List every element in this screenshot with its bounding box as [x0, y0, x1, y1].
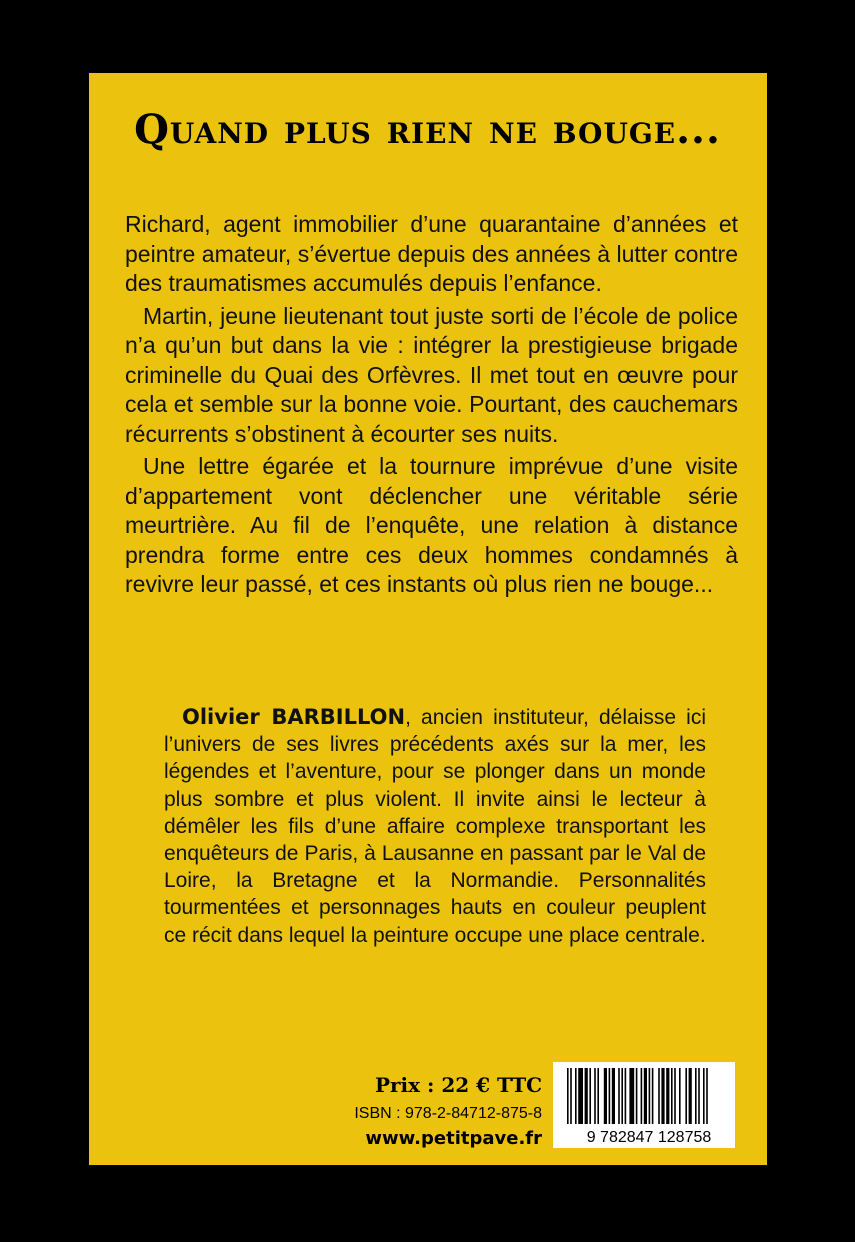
barcode-bar: [636, 1068, 638, 1124]
synopsis-paragraph: Une lettre égarée et la tournure imprévue d’une visite d’appartement vont déclencher une véritable série meurtrière. Au fil de l’enquête, une relation à distance prendra forme entre ces deux hommes condamnés à revivre leur passé, et ces instants où plus rien ne bouge...: [125, 453, 738, 597]
price: Prix : 22 € TTC: [374, 1073, 542, 1097]
barcode-bar: [679, 1068, 681, 1124]
barcode-bar: [625, 1068, 627, 1124]
barcode-bar: [685, 1068, 687, 1124]
barcode-bar: [575, 1068, 577, 1124]
barcode-number: 9 782847 128758: [586, 1129, 712, 1146]
barcode-bar: [644, 1068, 647, 1124]
barcode-bar: [698, 1068, 700, 1124]
author-bio-text: , ancien instituteur, délaisse ici l’univers de ses livres précédents axés sur la mer, les légendes et l’aventure, pour se plonger dans un monde plus sombre et plus violent. Il invite ainsi le lecteur à démêler les fils d’une affaire complexe transportant les enquêteurs de Paris, à Lausanne en passant par le Val de Loire, la Bretagne et la Normandie. Personnalités tourmentées et personnages hauts en couleur peuplent ce récit dans lequel la peinture occupe une place centrale.: [164, 706, 706, 947]
barcode-bar: [671, 1068, 673, 1124]
author-bio: [164, 704, 706, 949]
barcode-bar: [674, 1068, 676, 1124]
barcode-bar: [649, 1068, 651, 1124]
barcode-bar: [597, 1068, 599, 1124]
barcode-bar: [706, 1068, 708, 1124]
barcode: [553, 1062, 735, 1148]
barcode-bar: [629, 1068, 634, 1124]
synopsis-paragraph: Martin, jeune lieutenant tout juste sorti de l’école de police n’a qu’un but dans la vie : intégrer la prestigieuse brigade criminelle du Quai des Orfèvres. Il met tout en œuvre pour cela et semble sur la bonne voie. Pourtant, des cauchemars récurrents s’obstinent à écourter ses nuits.: [125, 302, 738, 447]
barcode-bar: [578, 1068, 583, 1124]
barcode-bar: [689, 1068, 692, 1124]
barcode-bar: [641, 1068, 643, 1124]
barcode-graphic: [553, 1062, 735, 1148]
barcode-bar: [589, 1068, 591, 1124]
synopsis: [125, 210, 738, 603]
barcode-bar: [695, 1068, 697, 1124]
author-name: Olivier BARBILLON: [182, 705, 406, 729]
isbn: ISBN : 978-2-84712-875-8: [354, 1105, 542, 1122]
barcode-bar: [652, 1068, 654, 1124]
barcode-bar: [612, 1068, 615, 1124]
website: www.petitpave.fr: [365, 1128, 542, 1149]
book-title: Quand plus rien ne bouge...: [134, 106, 721, 153]
barcode-bar: [703, 1068, 705, 1124]
synopsis-paragraph: Richard, agent immobilier d’une quarantaine d’années et peintre amateur, s’évertue depuis des années à lutter contre des traumatismes accumulés depuis l’enfance.: [125, 211, 738, 296]
barcode-bar: [604, 1068, 607, 1124]
barcode-bar: [666, 1068, 669, 1124]
barcode-bar: [661, 1068, 664, 1124]
barcode-bar: [621, 1068, 623, 1124]
barcode-bar: [609, 1068, 611, 1124]
barcode-bar: [594, 1068, 596, 1124]
barcode-bar: [658, 1068, 660, 1124]
barcode-bar: [585, 1068, 588, 1124]
barcode-bar: [567, 1068, 569, 1124]
barcode-bar: [570, 1068, 572, 1124]
barcode-bar: [618, 1068, 620, 1124]
publication-info: [354, 1072, 542, 1152]
